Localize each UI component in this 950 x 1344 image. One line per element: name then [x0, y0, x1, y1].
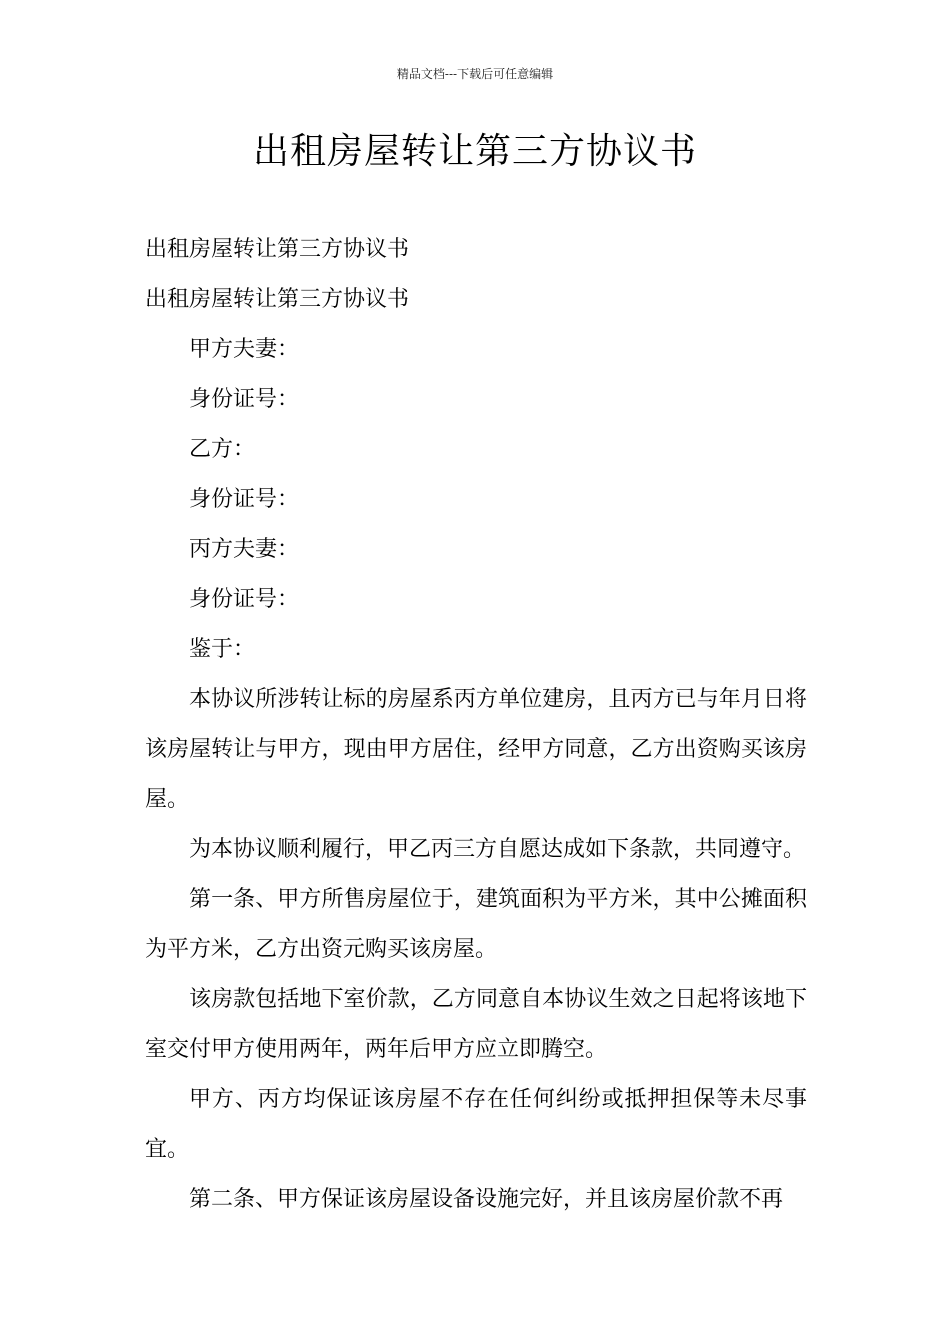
- whereas-heading: 鉴于：: [189, 637, 256, 662]
- party-b-field: 乙方：: [189, 437, 256, 462]
- party-c-field: 丙方夫妻：: [189, 537, 300, 562]
- clause-2: 第二条、甲方保证该房屋设备设施完好，并且该房屋价款不再: [189, 1187, 784, 1212]
- paragraph-background: 本协议所涉转让标的房屋系丙方单位建房，且丙方已与年月日将该房屋转让与甲方，现由甲方居住，经甲方同意，乙方出资购买该房屋。: [145, 687, 807, 812]
- party-a-id-field: 身份证号：: [189, 387, 300, 412]
- party-a-field: 甲方夫妻：: [189, 337, 300, 362]
- paragraph-agreement-intent: 为本协议顺利履行，甲乙丙三方自愿达成如下条款，共同遵守。: [189, 837, 806, 862]
- clause-1-basement: 该房款包括地下室价款，乙方同意自本协议生效之日起将该地下室交付甲方使用两年，两年后甲方应立即腾空。: [145, 987, 807, 1062]
- document-title: 出租房屋转让第三方协议书: [252, 131, 697, 172]
- party-c-id-field: 身份证号：: [189, 587, 300, 612]
- clause-1-guarantee: 甲方、丙方均保证该房屋不存在任何纠纷或抵押担保等未尽事宜。: [145, 1087, 807, 1162]
- party-b-id-field: 身份证号：: [189, 487, 300, 512]
- document-body: [145, 225, 807, 1225]
- paragraph-subtitle-1: 出租房屋转让第三方协议书: [145, 237, 410, 262]
- clause-1: 第一条、甲方所售房屋位于，建筑面积为平方米，其中公摊面积为平方米，乙方出资元购买该房屋。: [145, 887, 807, 962]
- paragraph-subtitle-2: 出租房屋转让第三方协议书: [145, 287, 410, 312]
- page-header: 精品文档---下载后可任意编辑: [396, 67, 554, 81]
